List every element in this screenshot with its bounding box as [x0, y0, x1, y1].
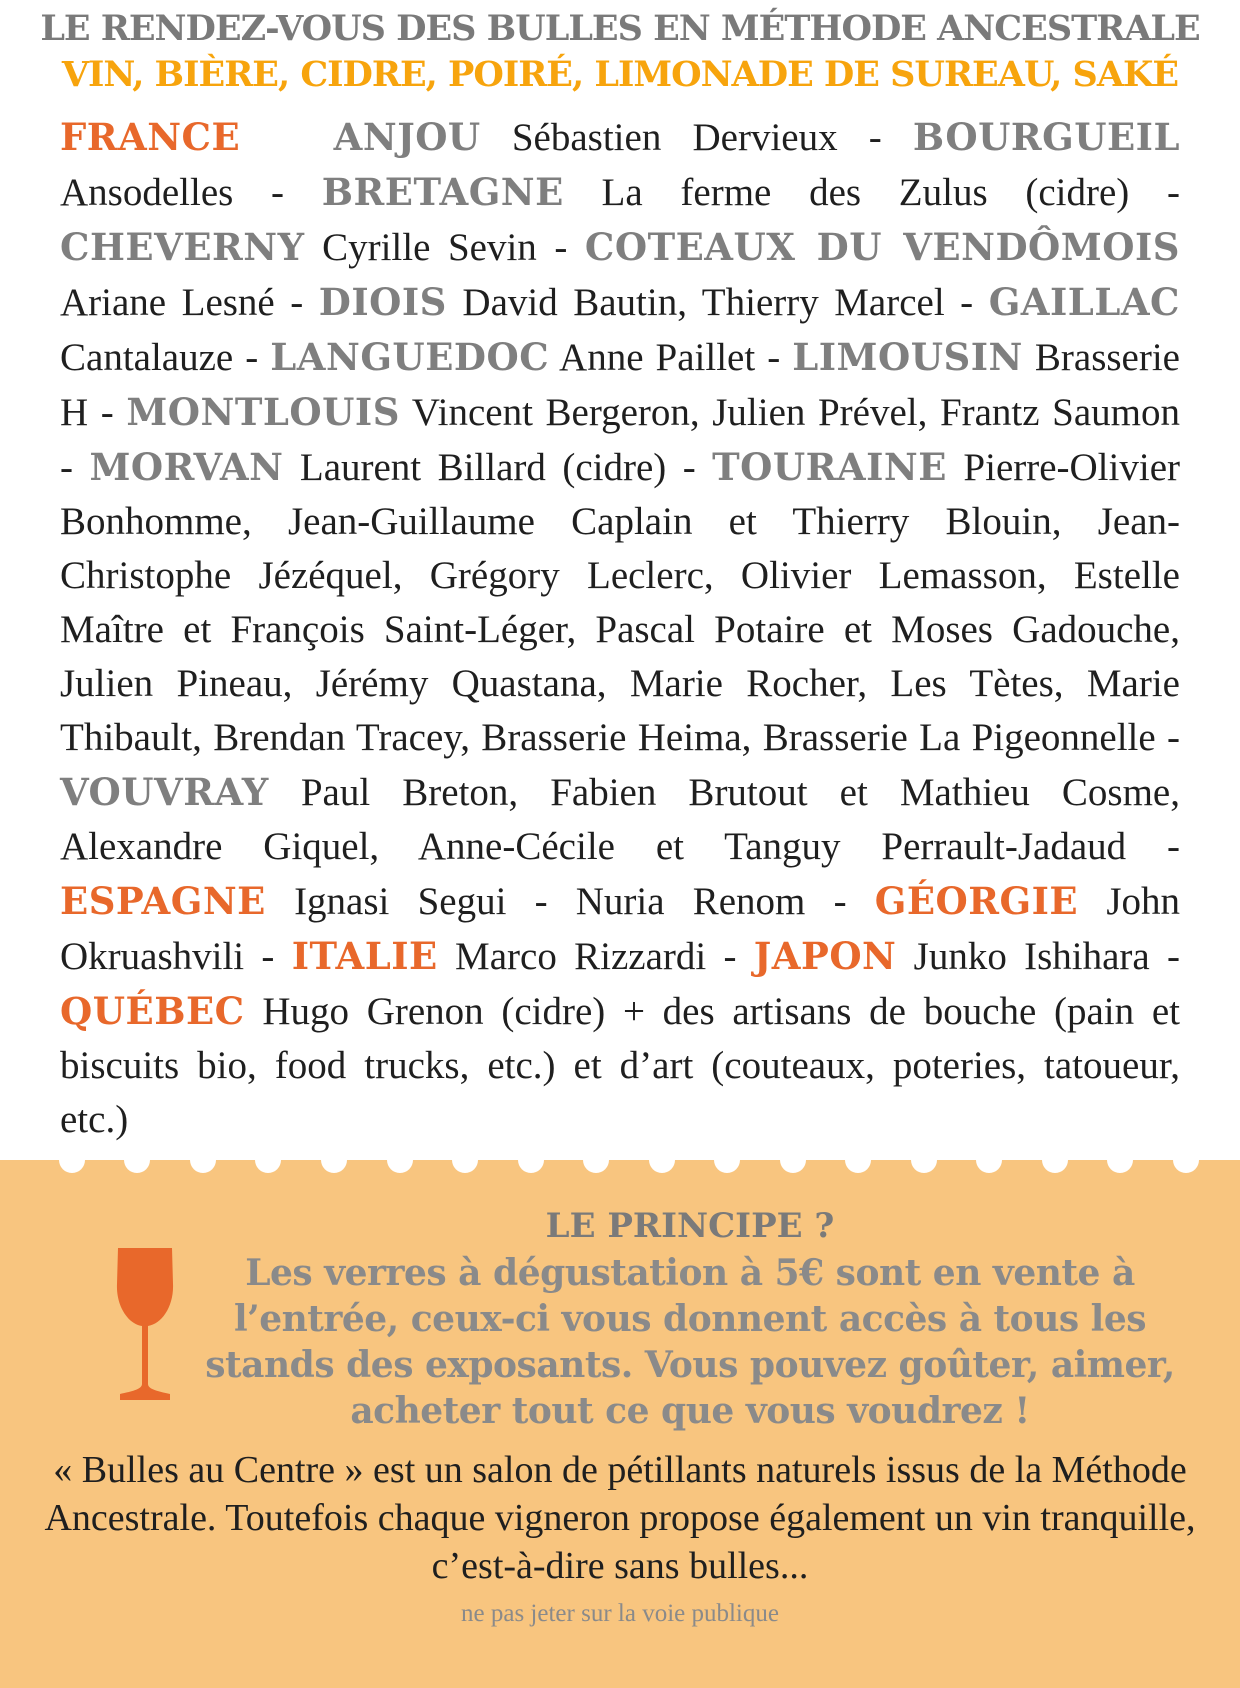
- names-italie: Marco Rizzardi -: [437, 935, 754, 978]
- region-touraine: TOURAINE: [712, 445, 947, 489]
- names-vendomois: Ariane Lesné -: [60, 281, 319, 324]
- scallop-border: [0, 1150, 1240, 1180]
- country-quebec: QUÉBEC: [60, 989, 245, 1033]
- country-italie: ITALIE: [291, 934, 438, 978]
- region-bourgueil: BOURGUEIL: [912, 115, 1180, 159]
- region-diois: DIOIS: [318, 280, 447, 324]
- names-bourgueil: Ansodelles -: [60, 171, 322, 214]
- country-georgie: GÉORGIE: [874, 879, 1079, 923]
- exhibitor-list: [60, 110, 1180, 1147]
- names-bretagne: La ferme des Zulus (cidre) -: [563, 171, 1180, 214]
- country-japon: JAPON: [753, 934, 897, 978]
- names-touraine: Pierre-Olivier Bonhomme, Jean-Guillaume Caplain et Thierry Blouin, Jean-Christophe Jézéquel, Grégory Leclerc, Olivier Lemasson, Estelle Maître et François Saint-Léger, Pascal Potaire et Moses Gadouche, Julien Pineau, Jérémy Quastana, Marie Rocher, Les Tètes, Marie Thibault, Brendan Tracey, Brasserie Heima, Brasserie La Pigeonnelle -: [60, 446, 1180, 759]
- region-cheverny: CHEVERNY: [60, 225, 305, 269]
- names-languedoc: Anne Paillet -: [549, 336, 793, 379]
- region-vouvray: VOUVRAY: [60, 770, 269, 814]
- names-morvan: Laurent Billard (cidre) -: [283, 446, 713, 489]
- names-diois: David Bautin, Thierry Marcel -: [446, 281, 989, 324]
- region-bretagne: BRETAGNE: [321, 170, 564, 214]
- names-georgie: John Okruashvili -: [60, 880, 1180, 978]
- principle-title: LE PRINCIPE ?: [545, 1206, 835, 1246]
- region-morvan: MORVAN: [89, 445, 284, 489]
- country-france: FRANCE: [60, 115, 241, 159]
- region-coteaux-du-vendomois: COTEAUX DU VENDÔMOIS: [584, 225, 1180, 269]
- header-subtitle: VIN, BIÈRE, CIDRE, POIRÉ, LIMONADE DE SUREAU, SAKÉ: [61, 54, 1179, 95]
- region-anjou: ANJOU: [333, 115, 481, 159]
- about-text: « Bulles au Centre » est un salon de pétillants naturels issus de la Méthode Ancestrale. Toutefois chaque vigneron propose également un vin tranquille, c’est-à-dire sans bulles...: [44, 1449, 1196, 1587]
- region-limousin: LIMOUSIN: [792, 335, 1023, 379]
- region-montlouis: MONTLOUIS: [126, 390, 400, 434]
- names-vouvray: Paul Breton, Fabien Brutout et Mathieu Cosme, Alexandre Giquel, Anne-Cécile et Tanguy Perrault-Jadaud -: [60, 771, 1180, 868]
- principle-text: Les verres à dégustation à 5€ sont en vente à l’entrée, ceux-ci vous donnent accès à tous les stands des exposants. Vous pouvez goûter, aimer, acheter tout ce que vous voudrez !: [205, 1252, 1175, 1432]
- names-gaillac: Cantalauze -: [60, 336, 271, 379]
- names-quebec: Hugo Grenon (cidre) + des artisans de bouche (pain et biscuits bio, food trucks, etc.) et d’art (couteaux, poteries, tatoueur, etc.): [60, 990, 1180, 1141]
- names-montlouis: Vincent Bergeron, Julien Prével, Frantz Saumon -: [60, 391, 1180, 489]
- names-japon: Junko Ishihara -: [896, 935, 1180, 978]
- country-espagne: ESPAGNE: [60, 879, 266, 923]
- names-limousin: Brasserie H -: [60, 336, 1180, 434]
- names-anjou: Sébastien Dervieux -: [480, 116, 913, 159]
- region-gaillac: GAILLAC: [988, 280, 1180, 324]
- wine-glass-icon: [112, 1244, 178, 1404]
- region-languedoc: LANGUEDOC: [270, 335, 550, 379]
- names-espagne: Ignasi Segui - Nuria Renom -: [265, 880, 875, 923]
- header-title: LE RENDEZ-VOUS DES BULLES EN MÉTHODE ANCESTRALE: [40, 8, 1200, 49]
- footer-note: ne pas jeter sur la voie publique: [461, 1600, 779, 1627]
- names-cheverny: Cyrille Sevin -: [304, 226, 585, 269]
